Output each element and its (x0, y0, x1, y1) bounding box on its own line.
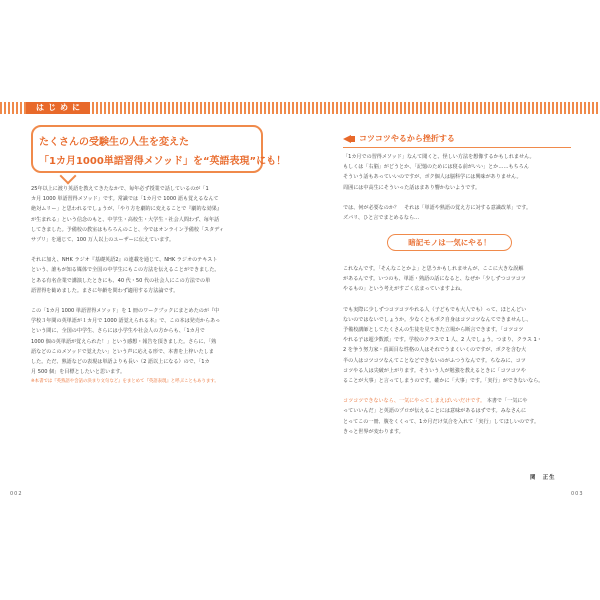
text-line: サプリ」を通じて、100 万人以上のユーザーに伝えています。 (31, 237, 175, 244)
megaphone-icon-body (351, 136, 355, 142)
text-line: コツやる人は尖破が上がります。そういう人が勉強を教えるときに「コツコツや (343, 367, 526, 374)
megaphone-icon (343, 135, 351, 143)
text-line: それに加え、NHK ラジオ『基礎英語2』の連載を通じて、NHK ラジオのテキスト (31, 257, 218, 264)
right-body-bottom (343, 264, 573, 437)
text-line: 月 500 個」を目標としたいと思います。 (31, 369, 126, 376)
author-signature: 関 正生 (530, 475, 556, 481)
text-line: きっと世界が変わります。 (343, 428, 404, 435)
left-body (31, 184, 263, 388)
section-header-bar (0, 102, 600, 114)
text-line: 25年以上に渡り英語を教えてきたなかで、毎年必ず授業で話しているのが「1 (31, 186, 209, 192)
page-number-right: 003 (571, 491, 584, 497)
text-line: でも実際に少しずつコツコツやれる人（子どもでも大人でも）って、ほとんどい (343, 306, 527, 313)
text-line: 学校３年間の英単語が１カ月で 1000 語覚えられる本』で、この本は発売からあっ (31, 318, 221, 325)
text-fragment: 本書で「一気にや (485, 398, 528, 405)
emphasis-text: コツコツできないなら、一気にやってしまえばいいだけです。 (343, 398, 486, 405)
text-line: ないのではないでしょうか。少なくともボク自身はコツコツなんてできませんし、 (343, 316, 532, 323)
text-line: これなんです。「そんなことかよ」と思うかもしれませんが、ここに大きな誤解 (343, 266, 524, 272)
header-stripe (0, 102, 600, 114)
text-line: 「1カ月での習得メソッド」なんて聞くと、怪しい方法を想像するかもしれません。 (343, 154, 535, 160)
footnote: ※本書では『英熟語や会話の決まり文句など』をまとめて『英語表現』と呼ぶこともあります。 (31, 379, 219, 385)
text-line: っていいんだ」と英語のプロが伝えることには意味があるはずです。みなさんに (343, 408, 527, 415)
text-line: そういう話もあっていいのですが、ボク個人は脳科学には興味がありません。 (343, 174, 522, 181)
text-line (343, 396, 573, 406)
text-line: ズバリ、ひと言でまとめるなら… (343, 215, 420, 222)
right-heading-text: コツコツやるから挫折する (359, 134, 455, 143)
text-line: 予備校講師としてたくさんの生徒を見てきた立場から断言できます。「コツコツ (343, 327, 524, 334)
headline-bubble (31, 125, 287, 173)
text-line: 絶対ムリー」と思われるでしょうが、「やり方を劇的に変えることで『劇的な効果』 (31, 206, 222, 213)
text-line: 語習得を勧めました。まさに年齢を問わず適用する方法論です。 (31, 287, 179, 294)
right-body-top (343, 152, 573, 223)
text-line: 2 を争う努力家・真面目な性格の人はそれでうまくいくのですが、ボクを含む大 (343, 347, 527, 354)
text-line: とある有名企業で講演したときにも、40 代・50 代の社会人にこの方法での単 (31, 277, 211, 284)
text-line: 半の人はコツコツなんてことなどできないのがふつうなんです。ちなみに、コツ (343, 357, 526, 364)
headline-line-2: 「1カ月1000単語習得メソッド」を“英語表現”にも！ (39, 156, 287, 167)
text-line: この「1カ月 1000 単語習得メソッド」を 1 冊のワークブックにまとめたのが『中 (31, 308, 220, 315)
text-line: ることが大事」と言ってしまうのです。確かに「大事」です。「実行」ができないなら。 (343, 378, 544, 385)
page-number-left: 002 (10, 491, 23, 497)
text-line: した。ただ、熟語などの表現は単語よりも長い（2 語以上になる）ので、「1カ (31, 359, 210, 366)
text-line: があるんです。いつのも、単語・熟語の話になると、なぜか「少しずつコツコツ (343, 276, 526, 283)
text-line: もしくは「右脳」がどうとか、「記憶のためには寝る前がいい」とか……もちろん (343, 164, 529, 171)
text-line: してきました。予備校の教室はもちろんのこと、今ではオンライン予備校「スタディ (31, 226, 225, 233)
text-line: が生まれる」という信念のもと、中学生・高校生・大学生・社会人問わず、毎年話 (31, 216, 220, 223)
section-tag: はじめに (26, 102, 90, 114)
text-line: という、誰もが知る媒体で全国の中学生にもこの方法を伝えることができました。 (31, 267, 220, 274)
text-line: やれる子は超少数派」です。学校のクラスで 1 人、2 人でしょう。つまり、クラス 1・ (343, 337, 542, 344)
text-line: とってこの一冊、腹をくくって、1カ月だけ気合を入れて「実行」してほしいのです。 (343, 418, 540, 425)
text-line: 周囲には中高生にそういった話はまあり響かないようです。 (343, 184, 481, 191)
text-line: 語などのこのメソッドで覚えたい」という声に応える形で、本書を上梓いたしま (31, 348, 214, 355)
text-line: やるもの」という考えがすごく広まっていますよね。 (343, 286, 466, 293)
text-line: カ月 1000 単語習得メソッド」です。常識では「1カ月で 1000 語も覚えるなんて (31, 196, 219, 203)
headline-line-1: たくさんの受験生の人生を変えた (39, 137, 189, 148)
text-line: 1000 個の英単語が覚えられた！」という感想・報告を頂きました。さらに、「熟 (31, 338, 217, 345)
right-section-heading (343, 133, 571, 148)
text-line: では、何が必要なのか？ それは「単語や熟語の覚え方に対する意識改革」です。 (343, 204, 532, 211)
text-line: という間に、全国の中学生、さらには小学生や社会人の方からも、「1カ月で (31, 328, 205, 335)
key-point-pill: 暗記モノは一気にやる！ (387, 234, 512, 251)
